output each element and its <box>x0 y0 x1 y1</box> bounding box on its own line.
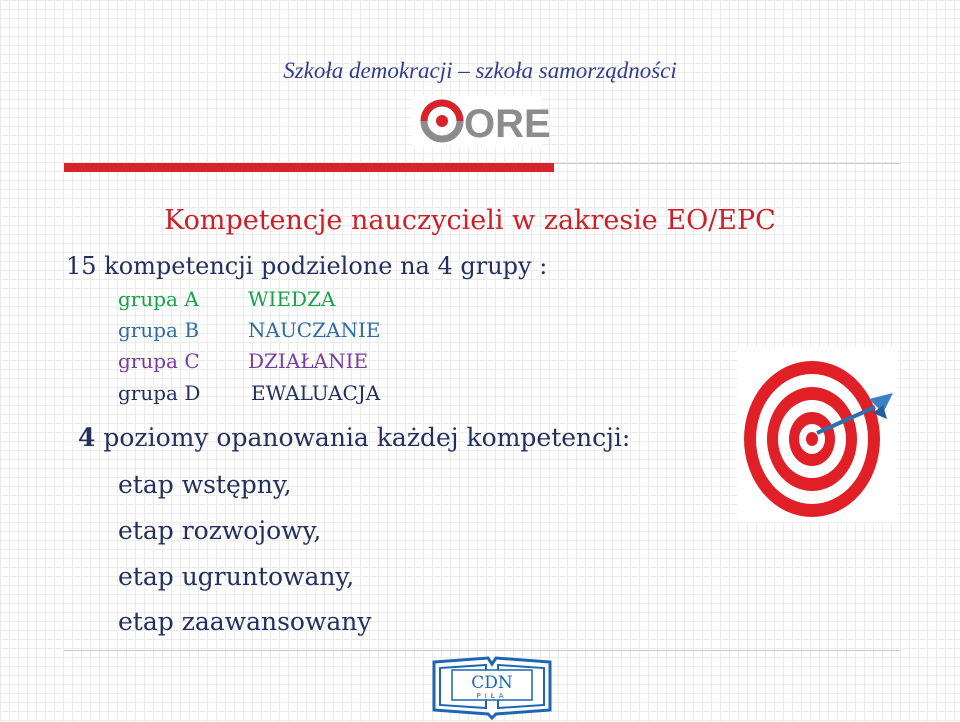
group-b-name: NAUCZANIE <box>248 318 381 342</box>
header-rule-grey <box>554 163 900 164</box>
stage-item: etap wstępny, <box>118 470 292 499</box>
group-c-name: DZIAŁANIE <box>248 349 369 373</box>
group-b <box>118 318 380 342</box>
dartboard-image <box>737 347 897 522</box>
levels-number: 4 <box>78 423 96 452</box>
intro-text: 15 kompetencji podzielone na 4 grupy : <box>66 252 548 280</box>
group-d-label: grupa D <box>118 381 201 405</box>
group-a-label: grupa A <box>118 287 199 311</box>
slogan: Szkoła demokracji – szkoła samorządności <box>283 58 677 83</box>
group-b-label: grupa B <box>118 318 200 342</box>
ore-logo-icon <box>412 95 551 147</box>
cdn-book-logo-icon <box>428 652 556 718</box>
ore-logo-text: ORE <box>464 102 551 146</box>
levels-text <box>78 423 630 452</box>
cdn-logo <box>428 652 556 718</box>
stage-item: etap ugruntowany, <box>118 562 355 591</box>
group-c <box>118 349 368 373</box>
cdn-logo-text: CDN <box>471 673 513 693</box>
ore-logo <box>412 95 551 147</box>
group-d <box>118 381 380 405</box>
footer-rule <box>64 650 900 651</box>
group-c-label: grupa C <box>118 349 200 373</box>
stage-item: etap zaawansowany <box>118 607 372 636</box>
stage-item: etap rozwojowy, <box>118 516 322 545</box>
cdn-logo-subtext: PIŁA <box>476 692 508 700</box>
header-rule-red <box>64 163 554 172</box>
group-a <box>118 287 335 311</box>
group-d-name: EWALUACJA <box>251 381 381 405</box>
group-a-name: WIEDZA <box>248 287 336 311</box>
slide-title: Kompetencje nauczycieli w zakresie EO/EPC <box>164 205 776 236</box>
dartboard-target-icon <box>737 347 897 522</box>
levels-description: poziomy opanowania każdej kompetencji: <box>95 423 631 452</box>
